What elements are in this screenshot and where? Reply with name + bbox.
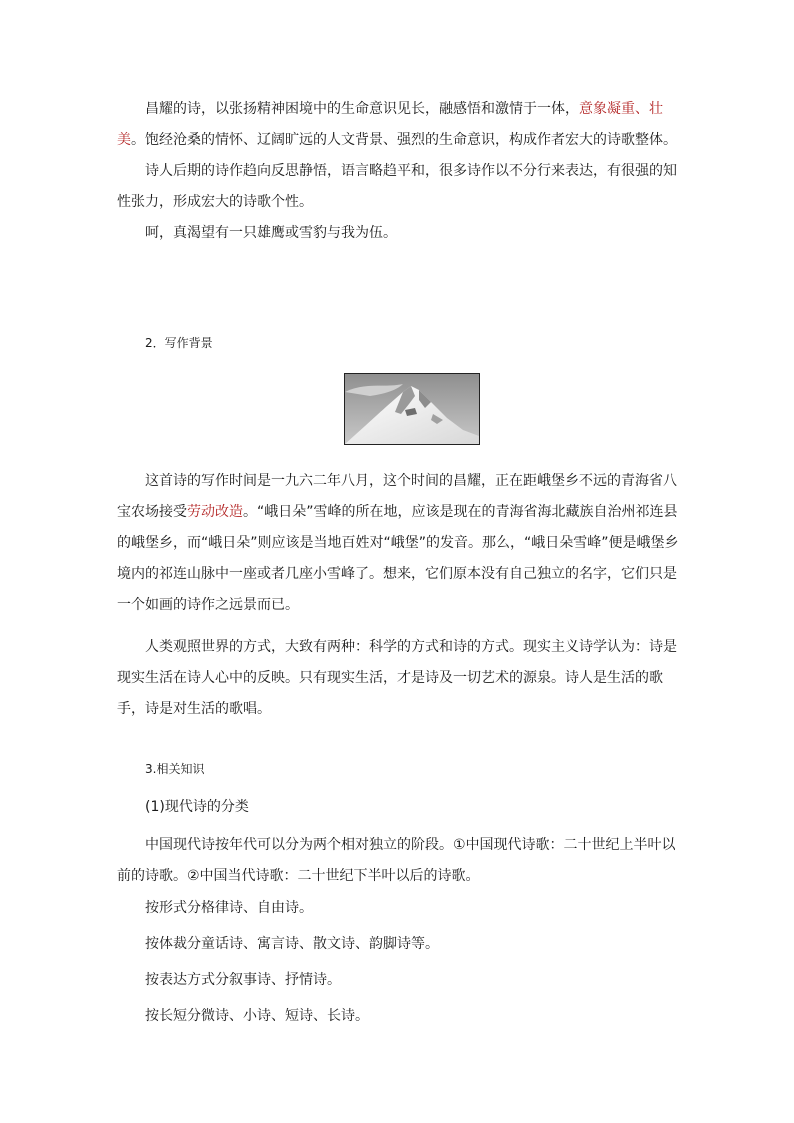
knowledge-paragraph-1: 中国现代诗按年代可以分为两个相对独立的阶段。①中国现代诗歌：二十世纪上半叶以前的诗歌。②中国当代诗歌：二十世纪下半叶以后的诗歌。 [117,837,676,884]
section-heading-writing-background: 2．写作背景 [145,336,213,350]
subheading-modern-poetry-classification: (1)现代诗的分类 [145,799,249,815]
snow-mountain-image [344,373,480,445]
background-paragraph-2: 人类观照世界的方式，大致有两种：科学的方式和诗的方式。现实主义诗学认为：诗是现实生活在诗人心中的反映。只有现实生活，才是诗及一切艺术的源泉。诗人是生活的歌手，诗是对生活的歌唱。 [117,639,677,717]
background-p1-text: 这首诗的写作时间是一九六二年八月，这个时间的昌耀，正在距峨堡乡不远的青海省八宝农场接受 [117,473,677,520]
highlight-separator: 、 [635,101,649,117]
intro-paragraph-2: 诗人后期的诗作趋向反思静悟，语言略趋平和，很多诗作以不分行来表达，有很强的知性张力，形成宏大的诗歌个性。 [117,163,677,210]
section-heading-related-knowledge: 3.相关知识 [145,762,205,776]
knowledge-paragraph-2: 按形式分格律诗、自由诗。 [145,900,313,916]
background-paragraph-1 [117,466,683,621]
intro-paragraph-3: 呵，真渴望有一只雄鹰或雪豹与我为伍。 [145,225,397,241]
intro-p1-text: 昌耀的诗，以张扬精神困境中的生命意识见长，融感悟和激情于一体， [145,101,579,117]
mountain-illustration [345,374,479,444]
intro-p1-text-end: 。饱经沧桑的情怀、辽阔旷远的人文背景、强烈的生命意识，构成作者宏大的诗歌整体。 [131,132,677,148]
highlight-text: 意象凝重 [579,101,635,117]
highlight-text: 劳动改造 [187,504,243,520]
intro-paragraph-1 [117,94,683,156]
highlight-text: 壮美 [117,101,663,148]
knowledge-paragraph-3: 按体裁分童话诗、寓言诗、散文诗、韵脚诗等。 [145,936,439,952]
background-p1-text-end: 。“峨日朵”雪峰的所在地，应该是现在的青海省海北藏族自治州祁连县的峨堡乡，而“峨日朵”则应该是当地百姓对“峨堡”的发音。那么，“峨日朵雪峰”便是峨堡乡境内的祁连山脉中一座或者几座小雪峰了。想来，它们原本没有自己独立的名字，它们只是一个如画的诗作之远景而已。 [117,504,679,613]
knowledge-paragraph-4: 按表达方式分叙事诗、抒情诗。 [145,972,341,988]
knowledge-paragraph-5: 按长短分微诗、小诗、短诗、长诗。 [145,1008,369,1024]
